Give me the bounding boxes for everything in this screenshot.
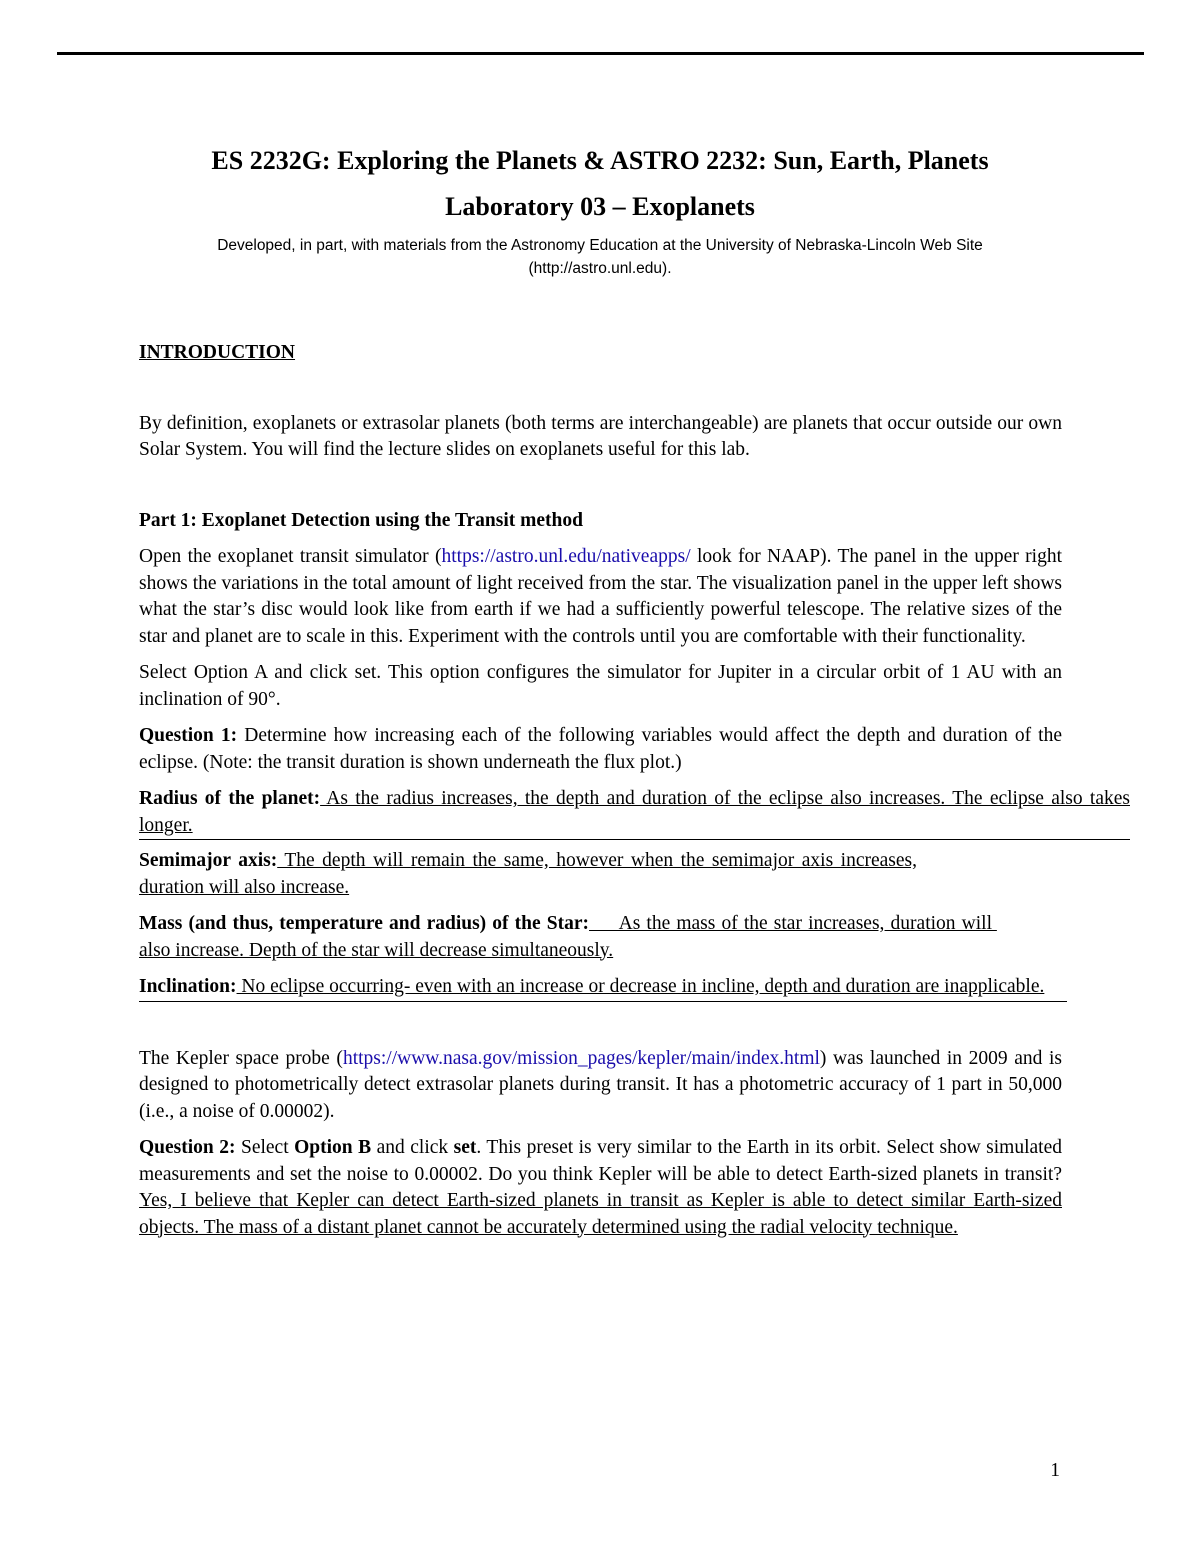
simulator-link[interactable]: https://astro.unl.edu/nativeapps/ [441,546,691,567]
answer-radius [139,786,1130,840]
option-a-paragraph: Select Option A and click set. This option configures the simulator for Jupiter in a circular orbit of 1 AU with an inclination of 90°. [139,662,1062,710]
answer-inclination [139,974,1062,1002]
answer-inclination-text: No eclipse occurring- even with an increase or decrease in incline, depth and duration are inapplicable. [236,976,1045,997]
question-2-text-1: Select [235,1137,295,1158]
question-2-text-2: and click [371,1137,454,1158]
question-1 [139,723,1062,776]
kepler-link[interactable]: https://www.nasa.gov/mission_pages/kepler/main/index.html [342,1047,820,1069]
document-body [139,340,1130,1241]
simulator-paragraph [139,544,1062,650]
kepler-paragraph [139,1046,1062,1126]
document-subtitle: Laboratory 03 – Exoplanets [445,192,755,221]
introduction-heading: INTRODUCTION [139,342,296,363]
credit-line-2: (http://astro.unl.edu). [528,260,672,277]
question-2-text-3: . This preset is very similar to the Earth in its orbit. Select show simulated measurements and set the noise to 0.00002. Do you think Kepler will be able to detect Earth-sized planets in transit? [139,1137,1062,1185]
introduction-paragraph: By definition, exoplanets or extrasolar planets (both terms are interchangeable) are planets that occur outside our own Solar System. You will find the lecture slides on exoplanets useful for this lab. [139,412,1062,460]
answer-semimajor [139,848,917,901]
answer-mass-label: Mass (and thus, temperature and radius) of the Star: [139,913,590,934]
answer-inclination-label: Inclination: [139,976,237,997]
kepler-text-rest: ) was launched in 2009 and is designed to photometrically detect extrasolar planets during transit. It has a photometric accuracy of 1 part in 50,000 (i.e., a noise of 0.00002). [139,1047,1062,1122]
answer-radius-line [139,839,1130,840]
simulator-text-rest: look for NAAP). The panel in the upper right shows the variations in the total amount of light received from the star. The visualization panel in the upper left shows what the star’s disc would look like from earth if we had a sufficiently powerful telescope. The relative sizes of the star and planet are to scale in this. Experiment with the controls until you are comfortable with their functionality. [139,546,1062,647]
option-b-label: Option B [294,1137,372,1158]
answer-semimajor-label: Semimajor axis: [139,850,278,871]
kepler-text-start: The Kepler space probe ( [139,1047,343,1069]
answer-semimajor-text: The depth will remain the same, however when the semimajor axis increases, duration will also increase. [139,850,917,898]
part1-heading: Part 1: Exoplanet Detection using the Transit method [139,509,583,531]
question-2 [139,1135,1062,1241]
answer-radius-text: As the radius increases, the depth and duration of the eclipse also increases. The eclipse also takes longer. [139,788,1130,836]
credit-note [0,234,1200,280]
answer-inclination-line [139,1001,1067,1002]
question-2-label: Question 2: [139,1137,236,1158]
set-label: set [453,1137,477,1158]
question-1-text: Determine how increasing each of the following variables would affect the depth and duration of the eclipse. (Note: the transit duration is shown underneath the flux plot.) [139,725,1062,773]
question-1-label: Question 1: [139,725,238,746]
page-number: 1 [1050,1460,1060,1481]
credit-line-1: Developed, in part, with materials from the Astronomy Education at the University of Nebraska-Lincoln Web Site [217,237,983,254]
question-2-answer: Yes, I believe that Kepler can detect Earth-sized planets in transit as Kepler is able to detect similar Earth-sized objects. The mass of a distant planet cannot be accurately determined using the radial velocity technique. [139,1190,1062,1238]
answer-mass-text: As the mass of the star increases, duration will also increase. Depth of the star will decrease simultaneously. [139,913,997,961]
header-rule [57,52,1144,55]
simulator-text-start: Open the exoplanet transit simulator ( [139,546,442,567]
answer-radius-label: Radius of the planet: [139,788,321,809]
document-title: ES 2232G: Exploring the Planets & ASTRO 2232: Sun, Earth, Planets [211,146,989,175]
answer-mass [139,911,997,964]
